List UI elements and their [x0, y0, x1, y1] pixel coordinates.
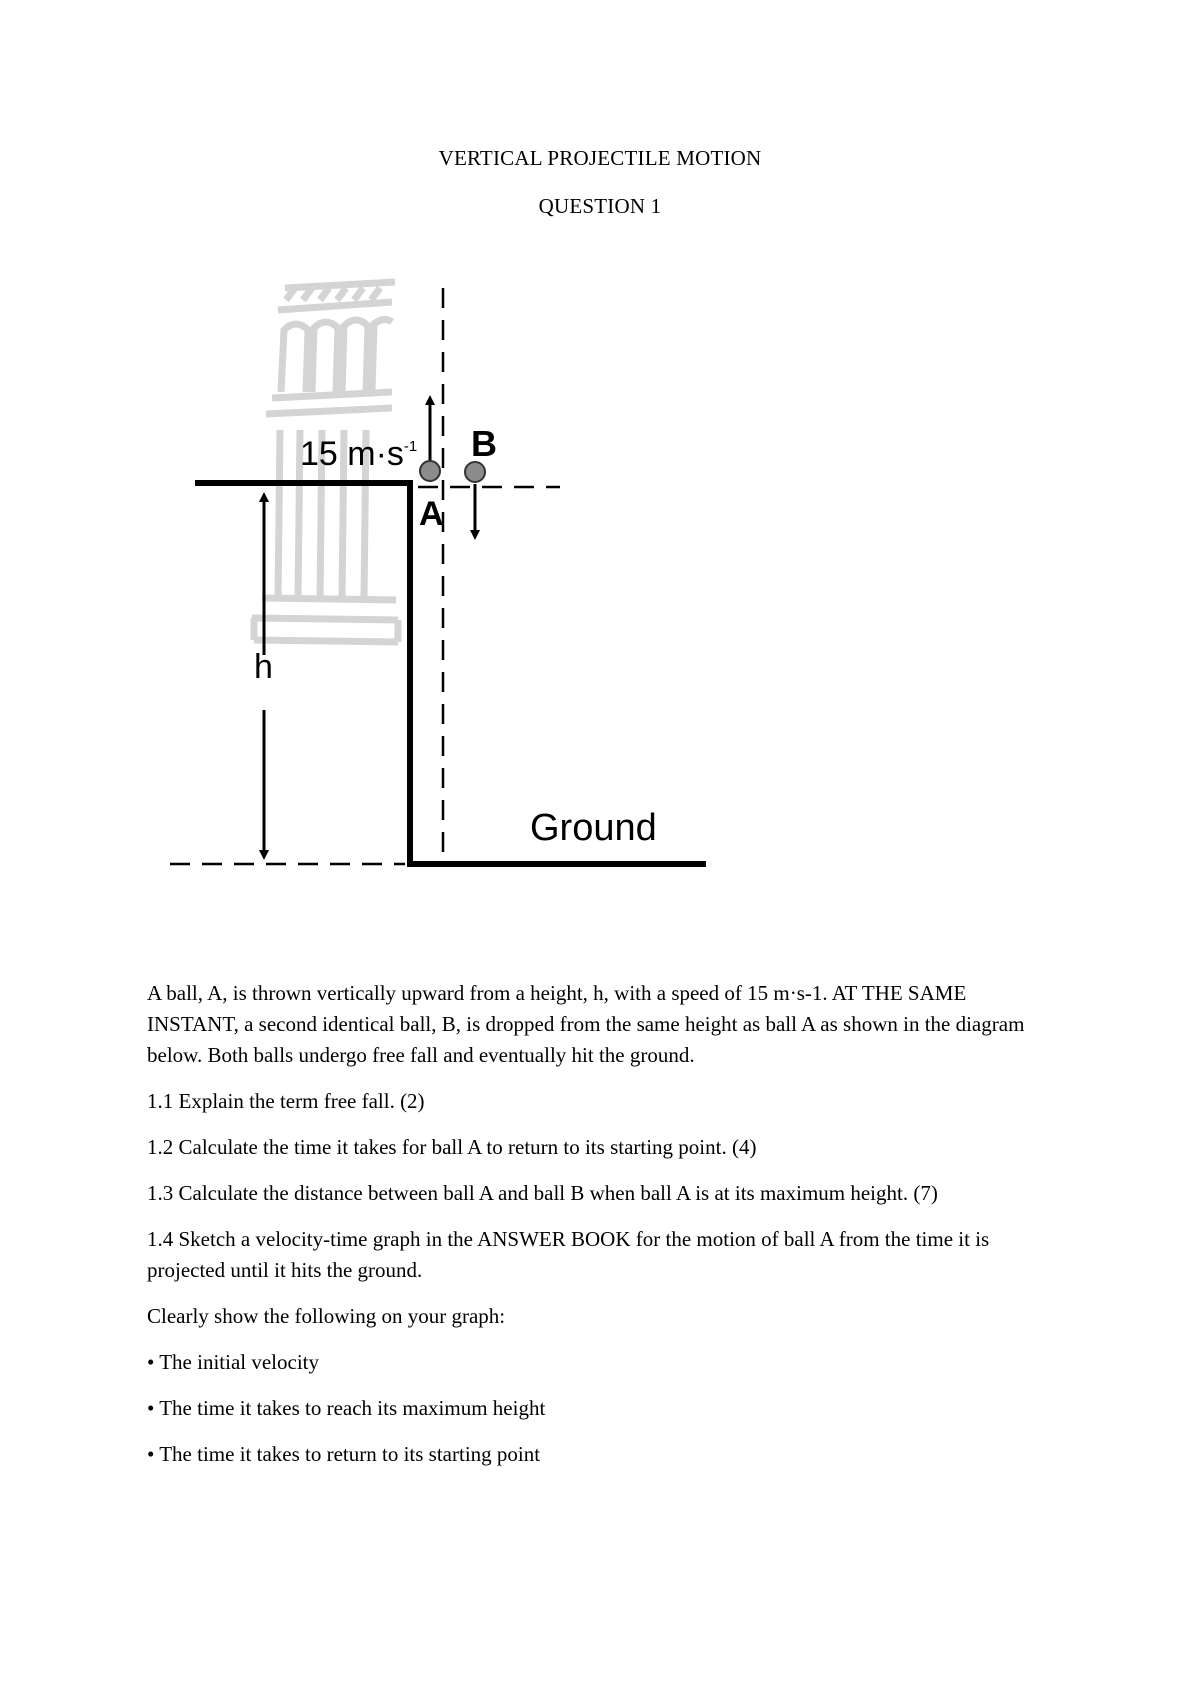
ball-a-label: A — [419, 495, 444, 533]
bullet-return-time: • The time it takes to return to its starting point — [147, 1442, 541, 1466]
speed-value: 15 m·s — [300, 435, 404, 473]
question-heading: QUESTION 1 — [538, 194, 662, 218]
ball-a — [420, 461, 440, 481]
speed-label — [300, 435, 417, 473]
ball-b-label: B — [471, 423, 497, 464]
ball-b — [465, 462, 485, 482]
question-1-4: 1.4 Sketch a velocity-time graph in the ANSWER BOOK for the motion of ball A from the time it is projected until it hits the ground. — [147, 1227, 990, 1282]
question-body — [147, 978, 1047, 1485]
question-1-3: 1.3 Calculate the distance between ball A and ball B when ball A is at its maximum height. (7) — [147, 1181, 938, 1205]
bullet-max-height-time: • The time it takes to reach its maximum height — [147, 1396, 546, 1420]
show-instructions: Clearly show the following on your graph: — [147, 1304, 506, 1328]
height-label: h — [254, 648, 273, 686]
intro-paragraph: A ball, A, is thrown vertically upward from a height, h, with a speed of 15 m·s-1. AT THE SAME INSTANT, a second identical ball, B, is dropped from the same height as ball A as shown in the diagram below. Both balls undergo free fall and eventually hit the ground. — [147, 981, 1025, 1067]
ground-label: Ground — [530, 807, 657, 849]
bullet-initial-velocity: • The initial velocity — [147, 1350, 320, 1374]
projectile-diagram — [0, 270, 760, 910]
question-1-2: 1.2 Calculate the time it takes for ball A to return to its starting point. (4) — [147, 1135, 757, 1159]
page-title: VERTICAL PROJECTILE MOTION — [438, 146, 762, 170]
speed-exponent: -1 — [403, 438, 418, 455]
question-1-1: 1.1 Explain the term free fall. (2) — [147, 1089, 425, 1113]
